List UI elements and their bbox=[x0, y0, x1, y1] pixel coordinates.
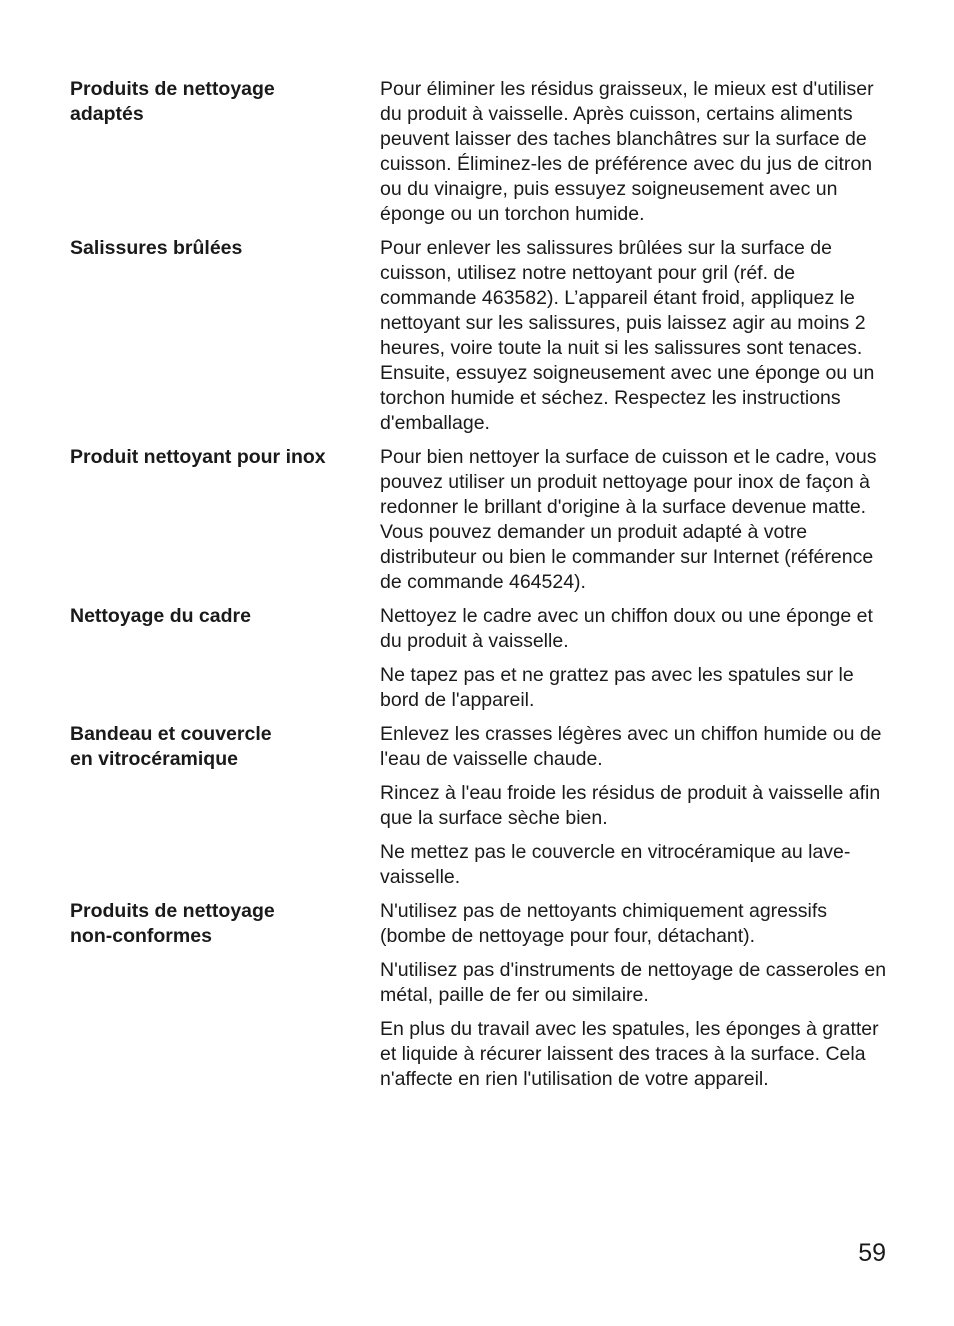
section-body bbox=[380, 445, 890, 595]
section-heading: Salissures brûlées bbox=[70, 237, 243, 259]
section-bandeau-couvercle bbox=[70, 722, 890, 890]
paragraph: Pour enlever les salissures brûlées sur la surface de cuisson, utilisez notre nettoyant pour gril (réf. de commande 463582). L’appareil étant froid, appliquez le nettoyant sur les salissures, puis laissez agir au moins 2 heures, voire toute la nuit si les salissures sont tenaces. Ensuite, essuyez soigneusement avec une éponge ou un torchon humide et séchez. Respectez les instructions d'emballage. bbox=[380, 237, 875, 434]
section-nettoyage-cadre bbox=[70, 604, 890, 713]
section-heading: Produits de nettoyage adaptés bbox=[70, 78, 275, 125]
section-body bbox=[380, 604, 890, 713]
section-body bbox=[380, 236, 890, 436]
section-heading: Produits de nettoyage non-conformes bbox=[70, 900, 275, 947]
paragraph: N'utilisez pas d'instruments de nettoyage de casseroles en métal, paille de fer ou similaire. bbox=[380, 959, 887, 1006]
section-heading: Bandeau et couvercle en vitrocéramique bbox=[70, 723, 272, 770]
paragraph: Ne tapez pas et ne grattez pas avec les spatules sur le bord de l'appareil. bbox=[380, 664, 854, 711]
section-produits-non-conformes bbox=[70, 899, 890, 1092]
page-number: 59 bbox=[858, 1239, 886, 1267]
section-body bbox=[380, 77, 890, 227]
section-body bbox=[380, 899, 890, 1092]
section-heading: Nettoyage du cadre bbox=[70, 605, 251, 627]
paragraph: Nettoyez le cadre avec un chiffon doux ou une éponge et du produit à vaisselle. bbox=[380, 605, 873, 652]
paragraph: Pour bien nettoyer la surface de cuisson et le cadre, vous pouvez utiliser un produit nettoyage pour inox de façon à redonner le brillant d'origine à la surface devenue matte. Vous pouvez demander un produit adapté à votre distributeur ou bien le commander sur Internet (référence de commande 464524). bbox=[380, 446, 877, 593]
section-body bbox=[380, 722, 890, 890]
section-heading: Produit nettoyant pour inox bbox=[70, 446, 326, 468]
section-nettoyant-inox bbox=[70, 445, 890, 595]
paragraph: Ne mettez pas le couvercle en vitrocéramique au lave-vaisselle. bbox=[380, 841, 851, 888]
paragraph: En plus du travail avec les spatules, les éponges à gratter et liquide à récurer laissent des traces à la surface. Cela n'affecte en rien l'utilisation de votre appareil. bbox=[380, 1018, 879, 1090]
cleaning-sections bbox=[70, 77, 890, 1101]
paragraph: Rincez à l'eau froide les résidus de produit à vaisselle afin que la surface sèche bien. bbox=[380, 782, 881, 829]
section-salissures-brulees bbox=[70, 236, 890, 436]
paragraph: N'utilisez pas de nettoyants chimiquement agressifs (bombe de nettoyage pour four, détachant). bbox=[380, 900, 828, 947]
paragraph: Pour éliminer les résidus graisseux, le mieux est d'utiliser du produit à vaisselle. Après cuisson, certains aliments peuvent laisser des taches blanchâtres sur la surface de cuisson. Éliminez-les de préférence avec du jus de citron ou du vinaigre, puis essuyez soigneusement avec un éponge ou un torchon humide. bbox=[380, 78, 874, 225]
section-produits-adaptes bbox=[70, 77, 890, 227]
paragraph: Enlevez les crasses légères avec un chiffon humide ou de l'eau de vaisselle chaude. bbox=[380, 723, 882, 770]
